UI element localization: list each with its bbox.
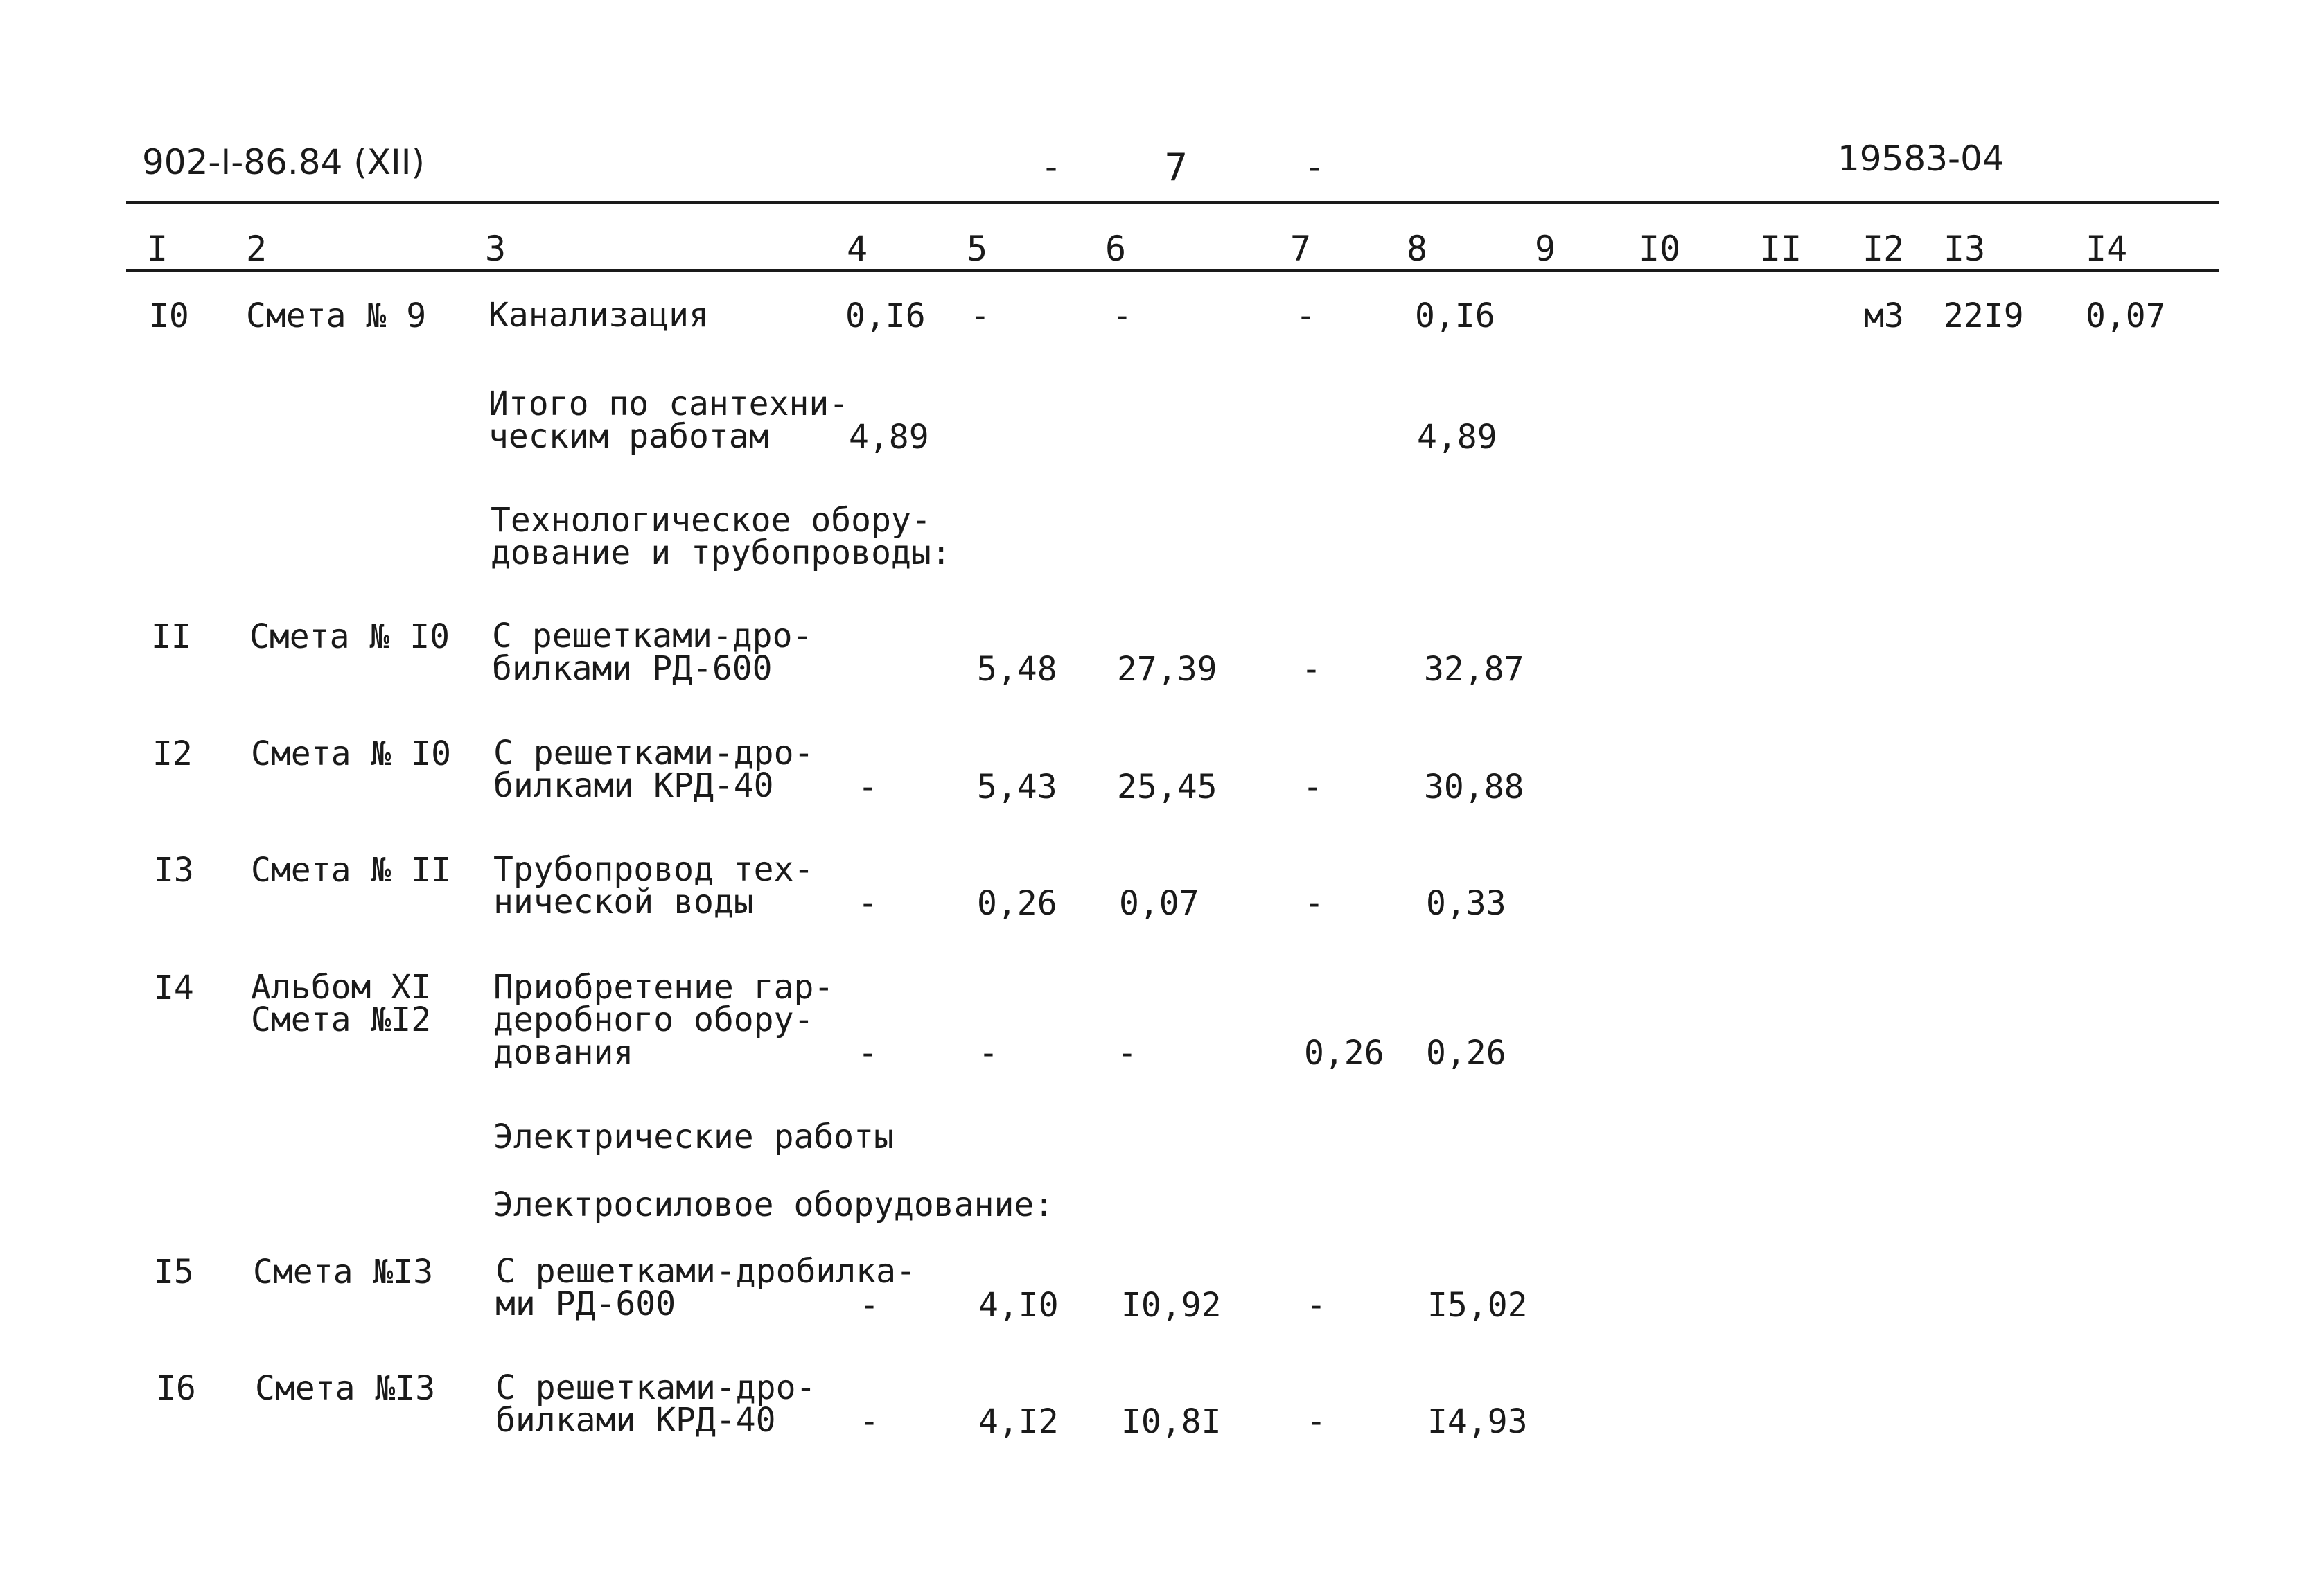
row-number: II	[151, 617, 191, 656]
section-heading: Электрические работы	[493, 1118, 894, 1156]
row-source: Смета № 9	[246, 297, 427, 335]
cell-col14: 0,07	[2086, 297, 2166, 335]
cell-col13: 22I9	[1944, 297, 2024, 335]
cell-col8: I4,93	[1427, 1402, 1528, 1441]
cell-col5: 4,I2	[978, 1402, 1059, 1441]
row-number: I6	[156, 1369, 196, 1408]
header-top-rule	[126, 201, 2219, 204]
column-header-12: I2	[1863, 229, 1905, 269]
row-source: Смета № II	[251, 851, 451, 890]
column-header-1: I	[147, 229, 168, 269]
cell-col7: -	[1301, 650, 1321, 689]
column-header-3: 3	[485, 229, 507, 269]
column-header-6: 6	[1105, 229, 1127, 269]
cell-col7: -	[1304, 884, 1324, 923]
subtotal-label: Итого по сантехни- ческим работам	[488, 385, 850, 456]
row-description: С решетками-дро- билками КРД-40	[493, 734, 814, 805]
row-source: Смета № I0	[249, 617, 450, 656]
cell-col6: -	[1117, 1034, 1137, 1073]
row-number: I0	[149, 297, 189, 335]
cell-col6: I0,8I	[1121, 1402, 1222, 1441]
cell-col7: -	[1306, 1286, 1326, 1325]
page-number: 7	[1164, 145, 1188, 189]
cell-col8: 32,87	[1424, 650, 1524, 689]
cell-col5: 4,I0	[978, 1286, 1059, 1325]
row-description: Приобретение гар- деробного обору- дования	[493, 968, 834, 1072]
cell-col8: 0,I6	[1415, 297, 1495, 335]
cell-col5: -	[978, 1034, 998, 1073]
cell-col8: 0,33	[1426, 884, 1506, 923]
page-number-dash-right: -	[1308, 147, 1321, 187]
cell-col6: 27,39	[1117, 650, 1217, 689]
cell-col6: 25,45	[1117, 768, 1217, 806]
cell-col4: 4,89	[849, 418, 929, 457]
row-description: Трубопровод тех- нической воды	[493, 850, 814, 921]
cell-col6: 0,07	[1119, 884, 1199, 923]
cell-col6: -	[1112, 297, 1132, 335]
row-description: С решетками-дро- билками КРД-40	[495, 1368, 816, 1440]
cell-col5: 5,43	[977, 768, 1057, 806]
column-header-8: 8	[1407, 229, 1428, 269]
column-header-14: I4	[2086, 229, 2128, 269]
column-header-7: 7	[1290, 229, 1312, 269]
cell-col4: -	[858, 884, 878, 923]
cell-col5: 5,48	[977, 650, 1057, 689]
cell-col7: -	[1303, 768, 1323, 806]
cell-col8: I5,02	[1427, 1286, 1528, 1325]
cell-col4: -	[859, 1402, 879, 1441]
row-source: Смета №I3	[255, 1369, 436, 1408]
cell-col8: 30,88	[1424, 768, 1524, 806]
column-header-11: II	[1760, 229, 1802, 269]
section-heading: Электросиловое оборудование:	[493, 1185, 1055, 1224]
cell-col4: -	[858, 768, 878, 806]
row-number: I4	[154, 969, 194, 1007]
header-bottom-rule	[126, 269, 2219, 272]
row-description: С решетками-дро- билками РД-600	[492, 617, 813, 688]
page-number-dash-left: -	[1045, 147, 1058, 187]
column-header-9: 9	[1535, 229, 1556, 269]
cell-col4: -	[859, 1286, 879, 1325]
row-description: С решетками-дробилка- ми РД-600	[495, 1252, 916, 1323]
document-code: 902-I-86.84 (XII)	[142, 142, 425, 182]
cell-col5: -	[970, 297, 990, 335]
cell-col4: 0,I6	[845, 297, 926, 335]
cell-col6: I0,92	[1121, 1286, 1222, 1325]
section-heading: Технологическое обору- дование и трубопроводы:	[491, 501, 951, 572]
cell-col7: -	[1306, 1402, 1326, 1441]
column-header-2: 2	[246, 229, 267, 269]
cell-col8: 4,89	[1417, 418, 1497, 457]
cell-col8: 0,26	[1426, 1034, 1506, 1073]
row-source: Смета №I3	[253, 1253, 434, 1291]
cell-col4: -	[858, 1034, 878, 1073]
column-header-10: I0	[1639, 229, 1681, 269]
row-number: I5	[154, 1253, 194, 1291]
row-number: I3	[154, 851, 194, 890]
column-header-13: I3	[1944, 229, 1986, 269]
column-header-4: 4	[847, 229, 868, 269]
archive-number: 19583-04	[1838, 139, 2005, 179]
row-source: Альбом XI Смета №I2	[251, 968, 432, 1039]
cell-col5: 0,26	[977, 884, 1057, 923]
column-header-5: 5	[967, 229, 988, 269]
row-description: Канализация	[488, 296, 709, 335]
row-source: Смета № I0	[251, 734, 451, 773]
cell-col7: -	[1296, 297, 1316, 335]
row-number: I2	[152, 734, 193, 773]
cell-col12-unit: м3	[1864, 297, 1904, 335]
cell-col7: 0,26	[1304, 1034, 1384, 1073]
